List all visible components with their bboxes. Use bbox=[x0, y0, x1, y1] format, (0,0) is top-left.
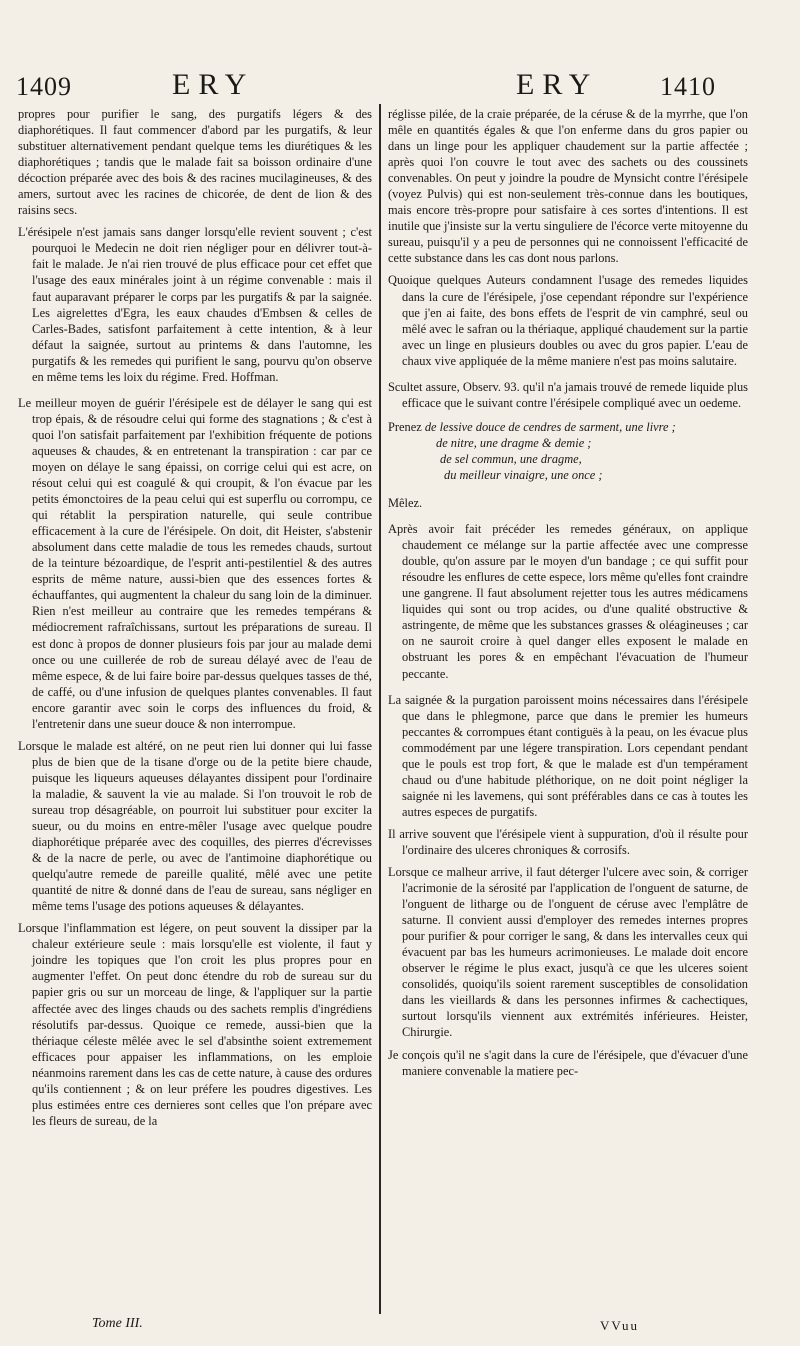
signature-mark: VVuu bbox=[600, 1318, 639, 1333]
paragraph: Quoique quelques Auteurs condamnent l'usage des remedes liquides dans la cure de l'érésipele, j'ose cependant répondre sur l'expérience que j'en ai faite, des bons effets de l'esprit de vin camphré, seul ou mêlé avec le safran ou la thériaque, appliqué chaudement sur la partie avec un linge en plusieurs doubles ou avec du gros papier. L'eau de chaux vive appliquée de la même maniere n'est pas moins salutaire. bbox=[388, 273, 748, 368]
recipe-block bbox=[388, 419, 748, 483]
paragraph: propres pour purifier le sang, des purgatifs légers & des diaphorétiques. Il faut commencer d'abord par les purgatifs, & leur substituer alternativement pendant quelque tems les diurétiques & les diaphorétiques ; tandis que le malade fait sa boisson ordinaire d'une décoction préparée avec des bois & des racines mucilagineuses, & des amers, surtout avec les racines de chicorée, de dent de lion & des raisins secs. bbox=[18, 107, 372, 218]
paragraph: Lorsque le malade est altéré, on ne peut rien lui donner qui lui fasse plus de bien que de la tisane d'orge ou de la petite biere chaude, puisque les liqueurs aqueuses délayantes dissipent pour l'ordinaire la maladie, & sauvent la vie au malade. Si l'on trouvoit le rob de sureau trop désagréable, on pourroit lui substituer pour exciter la sueur, ou du moins en entre-mêler l'usage avec quelque poudre diaphorétique préparée avec des coquilles, des pierres d'écrevisses & de la nacre de perle, ou avec de l'antimoine diaphorétique ou quelqu'autre remede de pareille qualité, mêlé avec une petite quantité de nitre & donné dans de l'eau de sureau, sans négliger en même tems l'usage des potions aqueuses & délayantes. bbox=[18, 738, 372, 914]
recipe-line: de lessive douce de cendres de sarment, une livre ; bbox=[424, 419, 676, 434]
left-page-number: 1409 bbox=[16, 72, 72, 101]
right-page-number: 1410 bbox=[660, 72, 716, 101]
paragraph: Le meilleur moyen de guérir l'érésipele est de délayer le sang qui est trop épais, & de résoudre celui qui forme des stagnations ; & c'est à quoi l'on satisfait parfaitement par l'exhibition fréquente de potions aqueuses & chaudes, & en entretenant la transpiration : car par ce moyen on délaye le sang épaissi, on corrige celui qui est acre, on résout celui qui est coagulé & qui croupit, & l'on évacue par les petits émonctoires de la peau celui qui est superflu ou corrompu, ce qui rétablit la perspiration naturelle, qui seule contribue efficacement à la cure de l'érésipele. On doit, dit Heister, s'abstenir absolument dans cette maladie de tous les remedes chauds, surtout de la teinture bézoardique, de l'esprit anti-pestilentiel & des autres esprits de même nature, aussi-bien que des essences fortes & échauffantes, qui augmentent la chaleur du sang loin de la diminuer. Rien n'est meilleur au contraire que les remedes tempérans & médiocrement rafraîchissans, surtout les préparations de sureau. Il est donc à propos de donner plusieurs fois par jour au malade demi once ou une cuillerée de rob de sureau délayé avec de l'eau de même espece, & de lui faire boire par-dessus quelques tasses de thé, de caffé, ou d'une infusion de quelques plantes convenables. Il faut encore garantir avec soin le corps des influences du froid, & l'entretenir dans une sueur douce & non interrompue. bbox=[18, 395, 372, 731]
right-column bbox=[388, 106, 748, 1314]
recipe-line: du meilleur vinaigre, une once ; bbox=[444, 467, 603, 482]
paragraph: réglisse pilée, de la craie préparée, de la céruse & de la myrrhe, que l'on mêle en quantités égales & que l'on enferme dans du gros papier ou dans un linge pour les appliquer chaudement sur la partie affectée ; après quoi l'on couvre le tout avec des sachets ou des coussinets convenables. On peut y joindre la poudre de Mynsicht contre l'érésipele (voyez Pulvis) qui est non-seulement très-connue dans les boutiques, mais encore très-propre pour satisfaire à ces sortes d'intentions. Il est inutile que j'insiste sur la vertu singuliere de l'écorce verte mitoyenne du sureau, puisqu'il y a peu de personnes qui ne connoissent l'efficacité de cette substance dans les cas dont nous parlons. bbox=[388, 107, 748, 266]
paragraph: Scultet assure, Observ. 93. qu'il n'a jamais trouvé de remede liquide plus efficace que le suivant contre l'érésipele compliqué avec un oedeme. bbox=[388, 379, 748, 410]
paragraph: Je conçois qu'il ne s'agit dans la cure de l'érésipele, que d'évacuer d'une maniere convenable la matiere pec- bbox=[388, 1047, 748, 1078]
recipe-line: de sel commun, une dragme, bbox=[440, 451, 582, 466]
paragraph: Il arrive souvent que l'érésipele vient à suppuration, d'où il résulte pour l'ordinaire des ulceres chroniques & corrosifs. bbox=[388, 826, 748, 857]
paragraph: Lorsque ce malheur arrive, il faut déterger l'ulcere avec soin, & corriger l'acrimonie de la sérosité par l'application de l'onguent de saturne, de l'onguent de litharge ou de l'onguent de céruse avec l'emplâtre de saturne. Il convient aussi d'employer des remedes internes propres pour purifier & pour corriger le sang, & dans les intervalles ceux qui évacuent par bas les humeurs acrimonieuses. Le malade doit encore observer le régime le plus exact, jusqu'à ce que les ulceres soient consolidés, quoiqu'ils soient rarement susceptibles de consolidation dans les vieillards & dans les personnes infirmes & cachectiques, surtout lorsqu'ils viennent aux extrémités inférieures. Heister, Chirurgie. bbox=[388, 865, 748, 1040]
right-running-title: ERY bbox=[516, 68, 599, 101]
paragraph: Lorsque l'inflammation est légere, on peut souvent la dissiper par la chaleur extérieure seule : mais lorsqu'elle est violente, il faut y joindre les topiques que l'on croit les plus propres pour en augmenter l'effet. On peut donc étendre du rob de sureau sur du papier gris ou sur un morceau de linge, & l'appliquer sur la partie affectée avec des linges chauds ou des sachets remplis d'ingrédiens résolutifs par-dessus. Quoique ce remede, aussi-bien que la thériaque céleste mêlée avec le sel d'absinthe soient extremement efficaces pour appaiser les inflammations, on les emploie néanmoins rarement dans les cas de cette nature, à cause des ordures qu'ils contiennent ; & on leur préfere les poudres digestives. Les plus estimées entre ces dernieres sont celles que l'on prépare avec les fleurs de sureau, de la bbox=[18, 921, 372, 1128]
left-running-title: ERY bbox=[172, 68, 255, 101]
paragraph: L'érésipele n'est jamais sans danger lorsqu'elle revient souvent ; c'est pourquoi le Medecin ne doit rien négliger pour en délivrer tout-à-fait le malade. Je n'ai rien trouvé de plus efficace pour cet effet que l'usage des eaux minérales joint à un régime convenable : mais il faut auparavant préparer le corps par les purgatifs & par la saignée. Les aigrelettes d'Egra, les eaux chaudes d'Embsen & celles de Carles-Bades, satisfont parfaitement à cette intention, & à leur défaut la saignée, surtout au printems & dans l'automne, les purgatifs & les remedes qui purifient le sang, pourvu qu'on observe en même tems les loix du régime. Fred. Hoffman. bbox=[18, 225, 372, 384]
left-column bbox=[18, 106, 372, 1314]
volume-label: Tome III. bbox=[92, 1316, 143, 1331]
recipe-closing: Mêlez. bbox=[388, 496, 423, 511]
recipe-lead: Prenez bbox=[388, 419, 422, 434]
recipe-line: de nitre, une dragme & demie ; bbox=[436, 435, 592, 450]
paragraph: La saignée & la purgation paroissent moins nécessaires dans l'érésipele que dans le phlegmone, parce que dans le premier les humeurs peccantes & corrompues étant contiguës à la peau, on les évacue plus commodément par une légere transpiration. Lors cependant pendant que le pouls est trop fort, & que le malade est d'un tempérament chaud ou d'une habitude pléthorique, on ne doit point négliger la saignée ni les lavemens, qui sont préférables dans ce cas à toutes les autres especes de purgatifs. bbox=[388, 692, 748, 819]
paragraph: Après avoir fait précéder les remedes généraux, on applique chaudement ce mélange sur la partie affectée avec une compresse double, qu'on assure par le moyen d'un bandage ; ce qui suffit pour résoudre les enflures de cette espece, lors même qu'elles font craindre une gangrene. Il faut absolument rejetter tous les autres médicamens liquides qui sont ou trop acides, ou d'une qualité obstructive & astringente, de même que les substances grasses & oléagineuses ; car on ne sauroit croire à quel danger elles exposent le malade en obstruant les pores & en empêchant l'évacuation de l'humeur peccante. bbox=[388, 522, 748, 681]
column-divider bbox=[379, 104, 381, 1314]
